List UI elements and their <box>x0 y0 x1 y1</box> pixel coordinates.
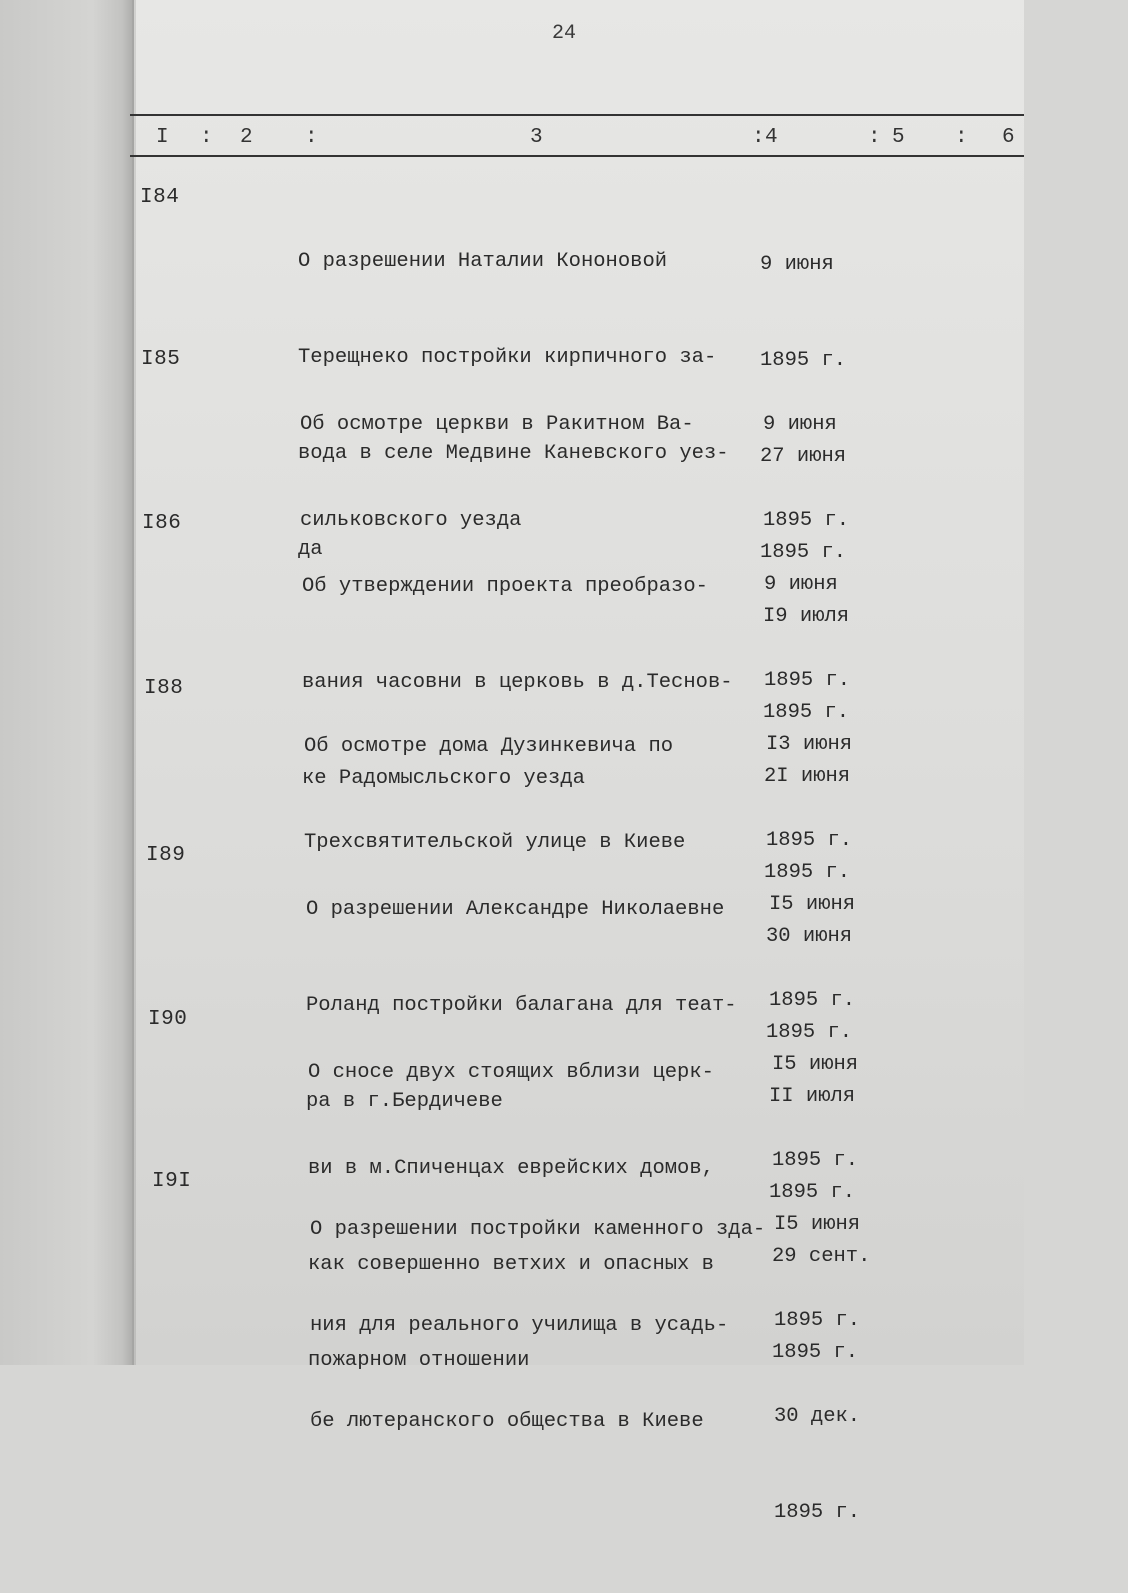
record-number: I84 <box>140 186 180 209</box>
record-title-line: вания часовни в церковь в д.Теснов- <box>302 671 733 694</box>
column-header-5: 5 <box>892 126 905 149</box>
record-number: I89 <box>146 844 186 867</box>
record-title-line: О разрешении постройки каменного зда- <box>310 1218 766 1241</box>
record-title-line: да <box>298 538 323 561</box>
date-end-year: 1895 г. <box>772 1341 859 1364</box>
date-end-year: 1895 г. <box>760 541 847 564</box>
column-separator: : <box>752 126 765 149</box>
column-separator: : <box>305 126 318 149</box>
record-title-line: Об осмотре церкви в Ракитном Ва- <box>300 413 694 436</box>
date-start-year: 1895 г. <box>760 349 847 372</box>
record-title-line: ви в м.Спиченцах еврейских домов, <box>308 1157 714 1180</box>
date-end: 29 сент. <box>772 1245 871 1268</box>
date-end-year: 1895 г. <box>769 1181 856 1204</box>
date-end-year: 1895 г. <box>766 1021 853 1044</box>
record-title-line: Трехсвятительской улице в Киеве <box>304 831 686 854</box>
date-end: 30 июня <box>766 925 853 948</box>
record-title-line: ния для реального училища в усадь- <box>310 1314 729 1337</box>
column-separator: : <box>200 126 213 149</box>
record-title-line: Роланд постройки балагана для теат- <box>306 994 737 1017</box>
record-title-line: сильковского уезда <box>300 509 522 532</box>
date-start: I5 июня <box>774 1213 861 1236</box>
date-start: 9 июня <box>764 573 838 596</box>
column-separator: : <box>955 126 968 149</box>
record-title-line: пожарном отношении <box>308 1349 530 1372</box>
record-title-line: Об осмотре дома Дузинкевича по <box>304 735 674 758</box>
date-start: 9 июня <box>763 413 837 436</box>
date-end-year: 1895 г. <box>774 1501 861 1524</box>
date-start: I5 июня <box>769 893 856 916</box>
record-title-line: Об утверждении проекта преобразо- <box>302 575 708 598</box>
date-end: 2I июня <box>764 765 851 788</box>
date-end: I9 июля <box>763 605 850 628</box>
date-end-year: 1895 г. <box>764 861 851 884</box>
date-end: II июля <box>769 1085 856 1108</box>
record-number: I88 <box>144 677 184 700</box>
column-separator: : <box>868 126 881 149</box>
header-top-rule <box>130 114 1024 116</box>
column-header-1: I <box>156 126 169 149</box>
date-start-year: 1895 г. <box>774 1309 861 1332</box>
record-title-line: бе лютеранского общества в Киеве <box>310 1410 704 1433</box>
record-title-line: как совершенно ветхих и опасных в <box>308 1253 714 1276</box>
date-start-year: 1895 г. <box>769 989 856 1012</box>
column-header-2: 2 <box>240 126 253 149</box>
record-number: I9I <box>152 1170 192 1193</box>
date-start-year: 1895 г. <box>766 829 853 852</box>
column-header-6: 6 <box>1002 126 1015 149</box>
date-start: I5 июня <box>772 1053 859 1076</box>
record-title <box>310 1150 780 1502</box>
date-start: 9 июня <box>760 253 834 276</box>
record-number: I90 <box>148 1008 188 1031</box>
record-title-line: О сносе двух стоящих вблизи церк- <box>308 1061 714 1084</box>
column-header-4: 4 <box>765 126 778 149</box>
date-start: I3 июня <box>766 733 853 756</box>
underlying-page-edge <box>0 0 134 1365</box>
record-title-line: О разрешении Наталии Кононовой <box>298 250 668 273</box>
record-number: I86 <box>142 512 182 535</box>
date-end: 30 дек. <box>774 1405 861 1428</box>
record-title-line: вода в селе Медвине Каневского уез- <box>298 442 729 465</box>
page-number: 24 <box>551 22 576 45</box>
header-bottom-rule <box>130 155 1024 157</box>
record-title-line: Терещнеко постройки кирпичного за- <box>298 346 717 369</box>
page-fold-shadow <box>122 0 136 1365</box>
column-header-3: 3 <box>530 126 543 149</box>
record-title-line: ке Радомысльского уезда <box>302 767 585 790</box>
record-dates <box>774 1145 860 1593</box>
record-title-line: ра в г.Бердичеве <box>306 1090 503 1113</box>
record-title-line: О разрешении Александре Николаевне <box>306 898 725 921</box>
record-number: I85 <box>141 348 181 371</box>
date-end-year: 1895 г. <box>763 701 850 724</box>
date-start-year: 1895 г. <box>772 1149 859 1172</box>
date-start-year: 1895 г. <box>763 509 850 532</box>
date-start-year: 1895 г. <box>764 669 851 692</box>
date-end: 27 июня <box>760 445 847 468</box>
